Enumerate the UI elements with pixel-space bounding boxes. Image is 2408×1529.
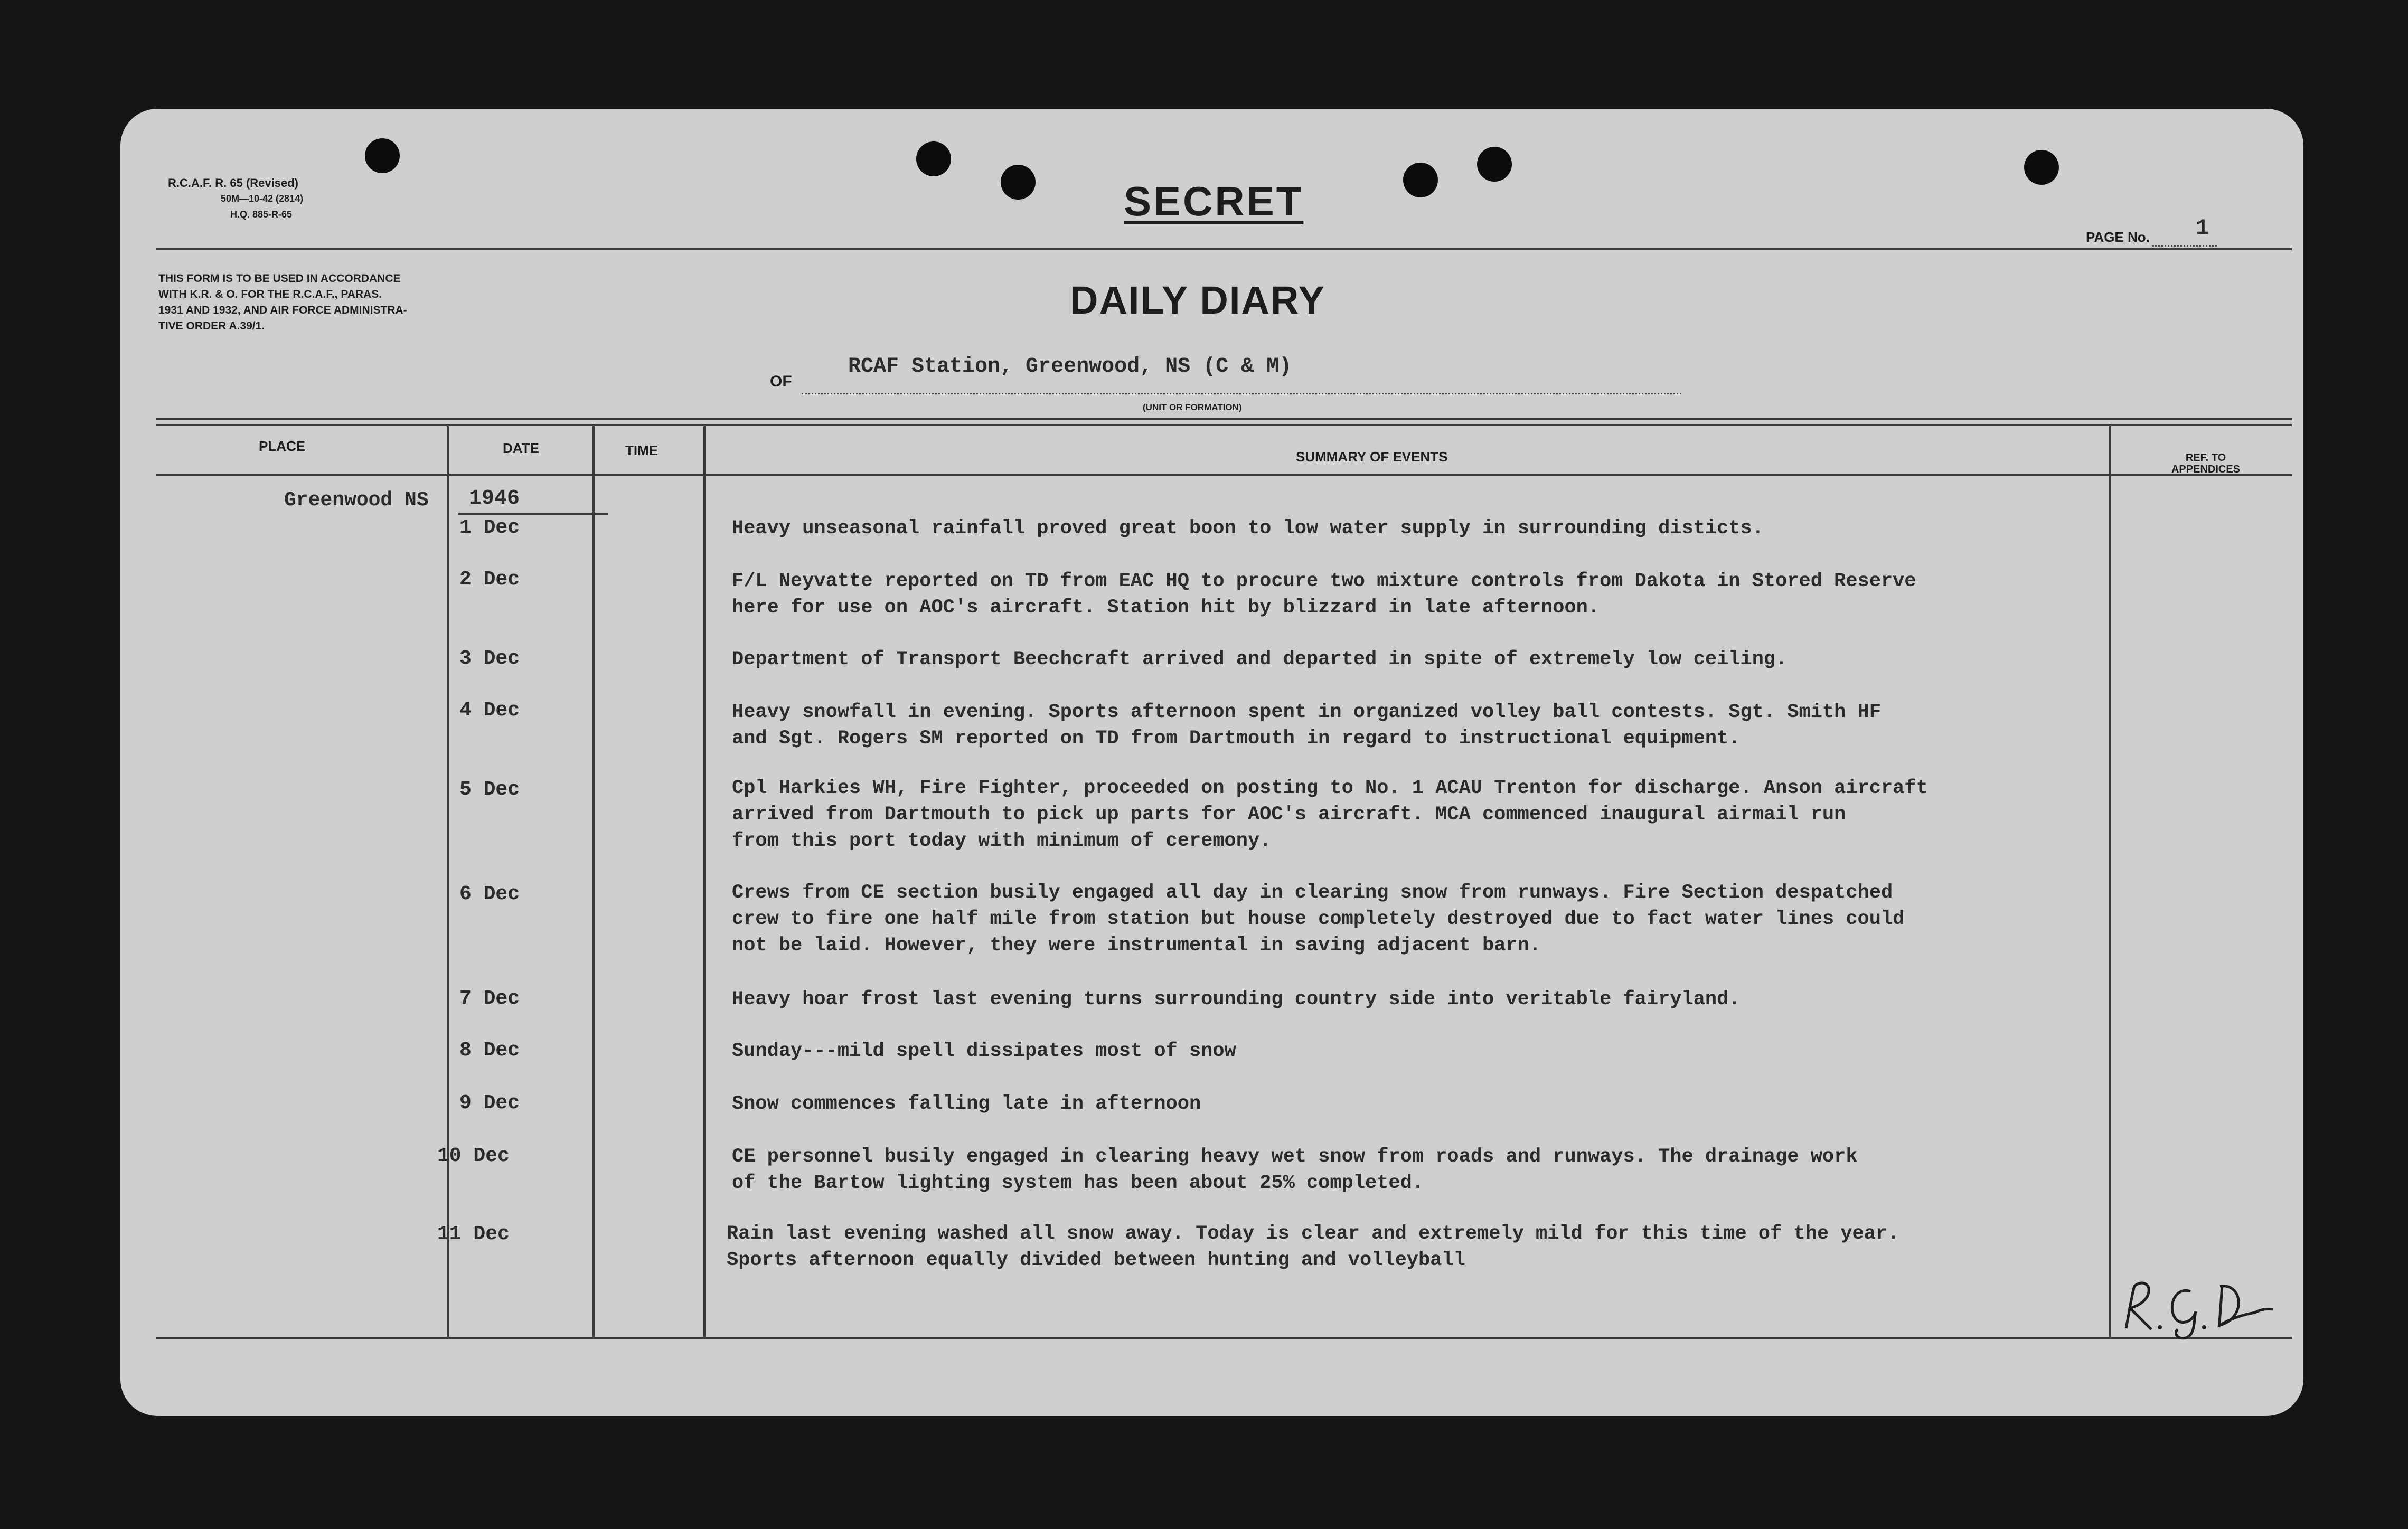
entry-text: Snow commences falling late in afternoon: [732, 1093, 1201, 1115]
entry-date: 5 Dec: [459, 778, 520, 801]
entry-date: 8 Dec: [459, 1039, 520, 1062]
header-time: TIME: [625, 442, 659, 458]
entry-date: 11 Dec: [437, 1223, 510, 1245]
header-ref: REF. TO APPENDICES: [2171, 452, 2241, 475]
entry-text: Rain last evening washed all snow away. Today is clear and extremely mild for this time of the year. Sports afternoon equally divided between hunting and volleyball: [727, 1223, 1899, 1271]
diary-sheet: [120, 109, 2303, 1416]
entry-text: Sunday---mild spell dissipates most of snow: [732, 1040, 1236, 1062]
page-label: PAGE No.: [2086, 229, 2150, 245]
entry-date: 7 Dec: [459, 987, 520, 1010]
table-bottom-rule: [156, 1337, 2292, 1339]
entry-date: 4 Dec: [459, 699, 520, 722]
header-summary: SUMMARY OF EVENTS: [1296, 449, 1448, 465]
punch-hole: [1403, 163, 1438, 197]
unit-name: RCAF Station, Greenwood, NS (C & M): [848, 355, 1292, 379]
place-name: Greenwood NS: [284, 489, 429, 512]
punch-hole: [916, 141, 951, 176]
punch-hole: [365, 138, 400, 173]
usage-notice-line: TIVE ORDER A.39/1.: [158, 320, 265, 332]
column-divider: [2109, 424, 2111, 1338]
usage-notice-line: 1931 AND 1932, AND AIR FORCE ADMINISTRA-: [158, 304, 407, 316]
entry-text: Crews from CE section busily engaged all day in clearing snow from runways. Fire Section despatched crew to fire one half mile from station but house completely destroyed due to fact water lines could not be laid. However, they were instrumental in saving adjacent barn.: [732, 882, 1905, 957]
of-label: OF: [770, 373, 792, 390]
usage-notice-line: THIS FORM IS TO BE USED IN ACCORDANCE: [158, 272, 401, 285]
usage-notice-line: WITH K.R. & O. FOR THE R.C.A.F., PARAS.: [158, 288, 382, 300]
column-divider: [703, 424, 706, 1338]
header-rule: [156, 248, 2292, 250]
unit-line: [802, 393, 1681, 394]
entry-text: Department of Transport Beechcraft arrived and departed in spite of extremely low ceiling.: [732, 648, 1788, 671]
table-top-rule-inner: [156, 424, 2292, 426]
entry-text: F/L Neyvatte reported on TD from EAC HQ to procure two mixture controls from Dakota in Stored Reserve here for use on AOC's aircraft. Station hit by blizzard in late afternoon.: [732, 570, 1916, 619]
entry-date: 3 Dec: [459, 647, 520, 670]
entry-text: Heavy hoar frost last evening turns surrounding country side into veritable fairyland.: [732, 988, 1741, 1011]
entry-date: 10 Dec: [437, 1145, 510, 1167]
punch-hole: [2024, 150, 2059, 185]
header-place: PLACE: [259, 438, 306, 454]
entry-date: 1 Dec: [459, 516, 520, 539]
entry-text: Heavy snowfall in evening. Sports afternoon spent in organized volley ball contests. Sgt. Smith HF and Sgt. Rogers SM reported on TD from Dartmouth in regard to instructional equipment.: [732, 701, 1881, 750]
page-number-line: [2152, 245, 2217, 247]
column-divider: [447, 424, 449, 1338]
form-title: DAILY DIARY: [1070, 278, 1325, 322]
entry-text: Heavy unseasonal rainfall proved great boon to low water supply in surrounding disticts.: [732, 517, 1764, 540]
punch-hole: [1477, 147, 1512, 182]
unit-caption: (UNIT OR FORMATION): [1143, 402, 1242, 412]
year: 1946: [469, 487, 520, 511]
header-date: DATE: [503, 440, 539, 456]
entry-date: 6 Dec: [459, 883, 520, 905]
year-underline: [458, 513, 608, 515]
punch-hole: [1001, 165, 1036, 200]
form-print-code: 50M—10-42 (2814): [221, 193, 304, 204]
entry-date: 9 Dec: [459, 1092, 520, 1115]
header-bottom-rule: [156, 474, 2292, 476]
entry-date: 2 Dec: [459, 568, 520, 591]
classification-stamp: SECRET: [1124, 178, 1304, 224]
table-top-rule: [156, 418, 2292, 420]
column-divider: [592, 424, 595, 1338]
page-number: 1: [2196, 215, 2209, 241]
form-code: R.C.A.F. R. 65 (Revised): [168, 176, 298, 190]
entry-text: CE personnel busily engaged in clearing heavy wet snow from roads and runways. The drainage work of the Bartow lighting system has been about 25% completed.: [732, 1146, 1858, 1194]
entry-text: Cpl Harkies WH, Fire Fighter, proceeded on posting to No. 1 ACAU Trenton for discharge. Anson aircraft arrived from Dartmouth to pick up parts for AOC's aircraft. MCA commenced inaugural airmail run from this port today with minimum of ceremony.: [732, 777, 1928, 852]
signature-scrawl: [2117, 1270, 2280, 1344]
form-hq-code: H.Q. 885-R-65: [230, 209, 293, 220]
